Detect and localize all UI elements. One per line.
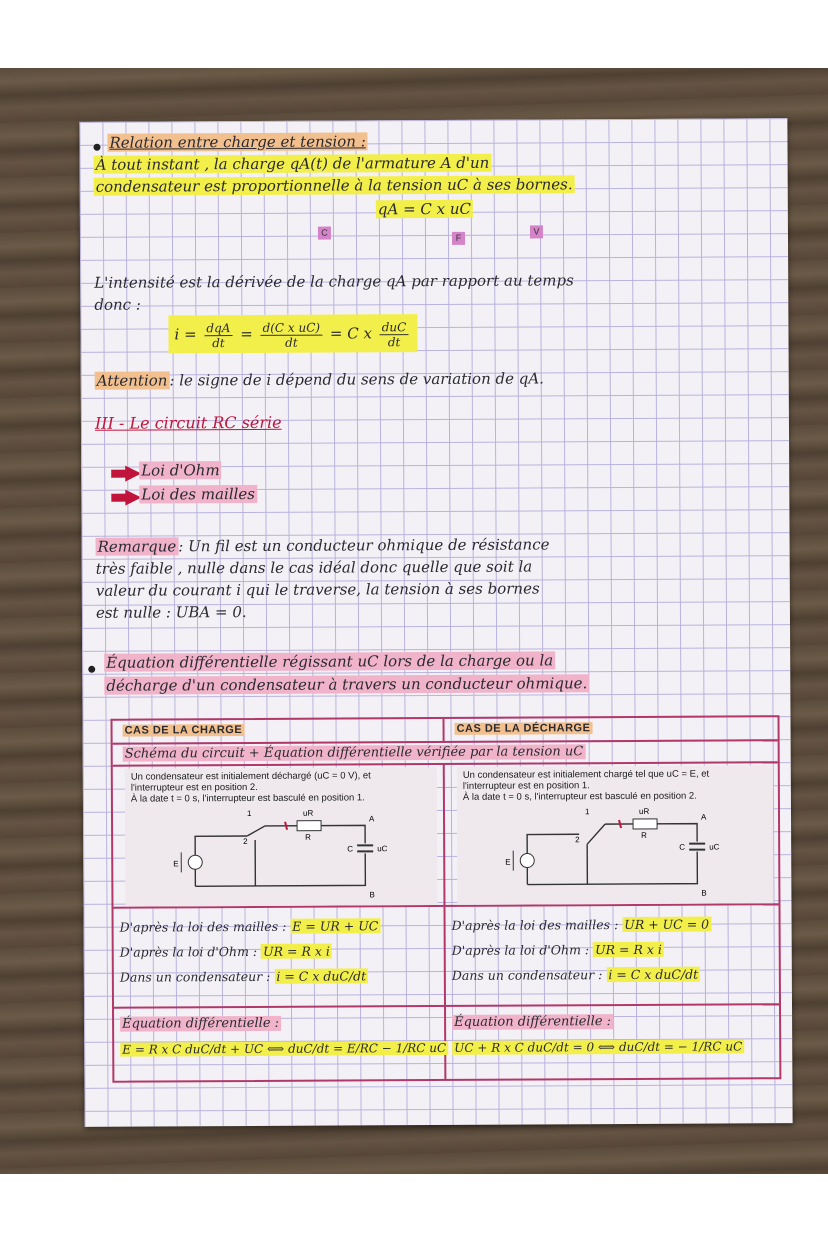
remarque-line4: est nulle : UBA = 0. xyxy=(95,602,247,622)
intensity-line2: donc : xyxy=(94,295,141,314)
rc-item-ohm: Loi d'Ohm xyxy=(141,461,220,480)
law-row: D'après la loi d'Ohm : UR = R x i xyxy=(451,941,662,958)
label-e: E xyxy=(173,859,179,869)
label-two: 2 xyxy=(243,836,248,847)
label-a: A xyxy=(369,814,375,824)
charge-laws xyxy=(120,913,381,989)
label-a: A xyxy=(700,812,707,822)
label-uc: uC xyxy=(377,844,388,854)
attention-note: Attention : le signe de i dépend du sens de variation de qA. xyxy=(96,369,544,390)
label-two: 2 xyxy=(575,835,580,845)
label-e: E xyxy=(505,857,511,867)
charge-circuit-diagram xyxy=(125,805,425,903)
charge-diff-label: Équation différentielle : xyxy=(122,1015,280,1032)
head-charge: CAS DE LA CHARGE xyxy=(124,724,243,737)
table-divider xyxy=(113,739,778,744)
equation-line1: Équation différentielle régissant uC lors de la charge ou la xyxy=(106,651,554,672)
remarque-line2: très faible , nulle dans le cas idéal donc quelle que soit la xyxy=(95,557,533,578)
intensity-line1: L'intensité est la dérivée de la charge qA par rapport au temps xyxy=(94,271,574,292)
unit-tag-f: F xyxy=(452,232,465,245)
unit-tag-c: C xyxy=(318,227,331,240)
head-decharge: CAS DE LA DÉCHARGE xyxy=(456,722,591,735)
decharge-circuit-panel xyxy=(457,765,774,905)
table-divider xyxy=(443,763,447,1079)
charge-formula: qA = C x uC xyxy=(377,199,472,219)
label-b: B xyxy=(369,890,375,900)
comparison-table xyxy=(110,715,781,1082)
charge-circuit-panel xyxy=(125,767,438,907)
bullet-dot xyxy=(88,666,95,673)
law-row: D'après la loi des mailles : E = UR + UC xyxy=(119,918,379,935)
remarque-line1: Remarque : Un fil est un conducteur ohmique de résistance xyxy=(97,535,550,556)
section-charge-line1: À tout instant , la charge qA(t) de l'armature A d'un xyxy=(95,153,490,174)
decharge-diff-equation: UC + R x C duC/dt = 0 ⟺ duC/dt = − 1/RC uC xyxy=(454,1039,743,1055)
notebook-page xyxy=(79,118,792,1127)
decharge-desc2: l'interrupteur est en position 1. xyxy=(462,780,590,792)
section-rc-title: III - Le circuit RC série xyxy=(94,412,282,433)
label-b: B xyxy=(701,888,707,898)
decharge-desc3: À la date t = 0 s, l'interrupteur est basculé en position 2. xyxy=(462,790,697,803)
intensity-formula: i = $\frac{\text{dqA}}{dt}$ = $\frac{\text{d(C x uC)}}{dt}$ = C x $\frac{\text{duC}}{dt}$ xyxy=(168,314,417,353)
label-r: R xyxy=(641,830,647,840)
decharge-diff-label: Équation différentielle : xyxy=(454,1014,612,1030)
law-row: D'après la loi d'Ohm : UR = R x i xyxy=(119,943,330,960)
charge-desc1: Un condensateur est initialement déchargé (uC = 0 V), et xyxy=(130,770,371,783)
table-divider xyxy=(443,719,445,741)
section-charge-title: Relation entre charge et tension : xyxy=(109,132,366,152)
section-charge-line2: condensateur est proportionnelle à la tension uC à ses bornes. xyxy=(95,175,573,196)
law-row: Dans un condensateur : i = C x duC/dt xyxy=(451,966,699,983)
label-c: C xyxy=(347,844,353,854)
label-ur: uR xyxy=(638,806,650,816)
charge-desc3: À la date t = 0 s, l'interrupteur est basculé en position 1. xyxy=(130,792,365,805)
label-one: 1 xyxy=(246,808,252,818)
charge-desc2: l'interrupteur est en position 2. xyxy=(130,781,258,794)
charge-diff-equation: E = R x C duC/dt + UC ⟺ duC/dt = E/RC − 1/RC uC xyxy=(122,1040,447,1057)
decharge-desc1: Un condensateur est initialement chargé tel que uC = E, et xyxy=(462,768,710,781)
decharge-laws xyxy=(452,912,712,988)
decharge-circuit-diagram xyxy=(457,803,761,901)
label-r: R xyxy=(305,832,311,842)
label-ur: uR xyxy=(302,808,314,818)
remarque-line3: valeur du courant i qui le traverse, la tension à ses bornes xyxy=(95,579,540,600)
label-uc: uC xyxy=(709,842,720,852)
label-one: 1 xyxy=(584,807,590,817)
label-c: C xyxy=(679,842,685,852)
bullet-dot xyxy=(93,144,100,151)
law-row: D'après la loi des mailles : UR + UC = 0 xyxy=(451,916,710,933)
law-row: Dans un condensateur : i = C x duC/dt xyxy=(119,968,367,985)
rc-item-mailles: Loi des mailles xyxy=(141,484,256,504)
unit-tag-v: V xyxy=(530,225,543,238)
schema-row-title: Schéma du circuit + Équation différentielle vérifiée par la tension uC xyxy=(124,744,584,762)
table-divider xyxy=(114,1003,779,1008)
equation-line2: décharge d'un condensateur à travers un conducteur ohmique. xyxy=(106,674,588,695)
